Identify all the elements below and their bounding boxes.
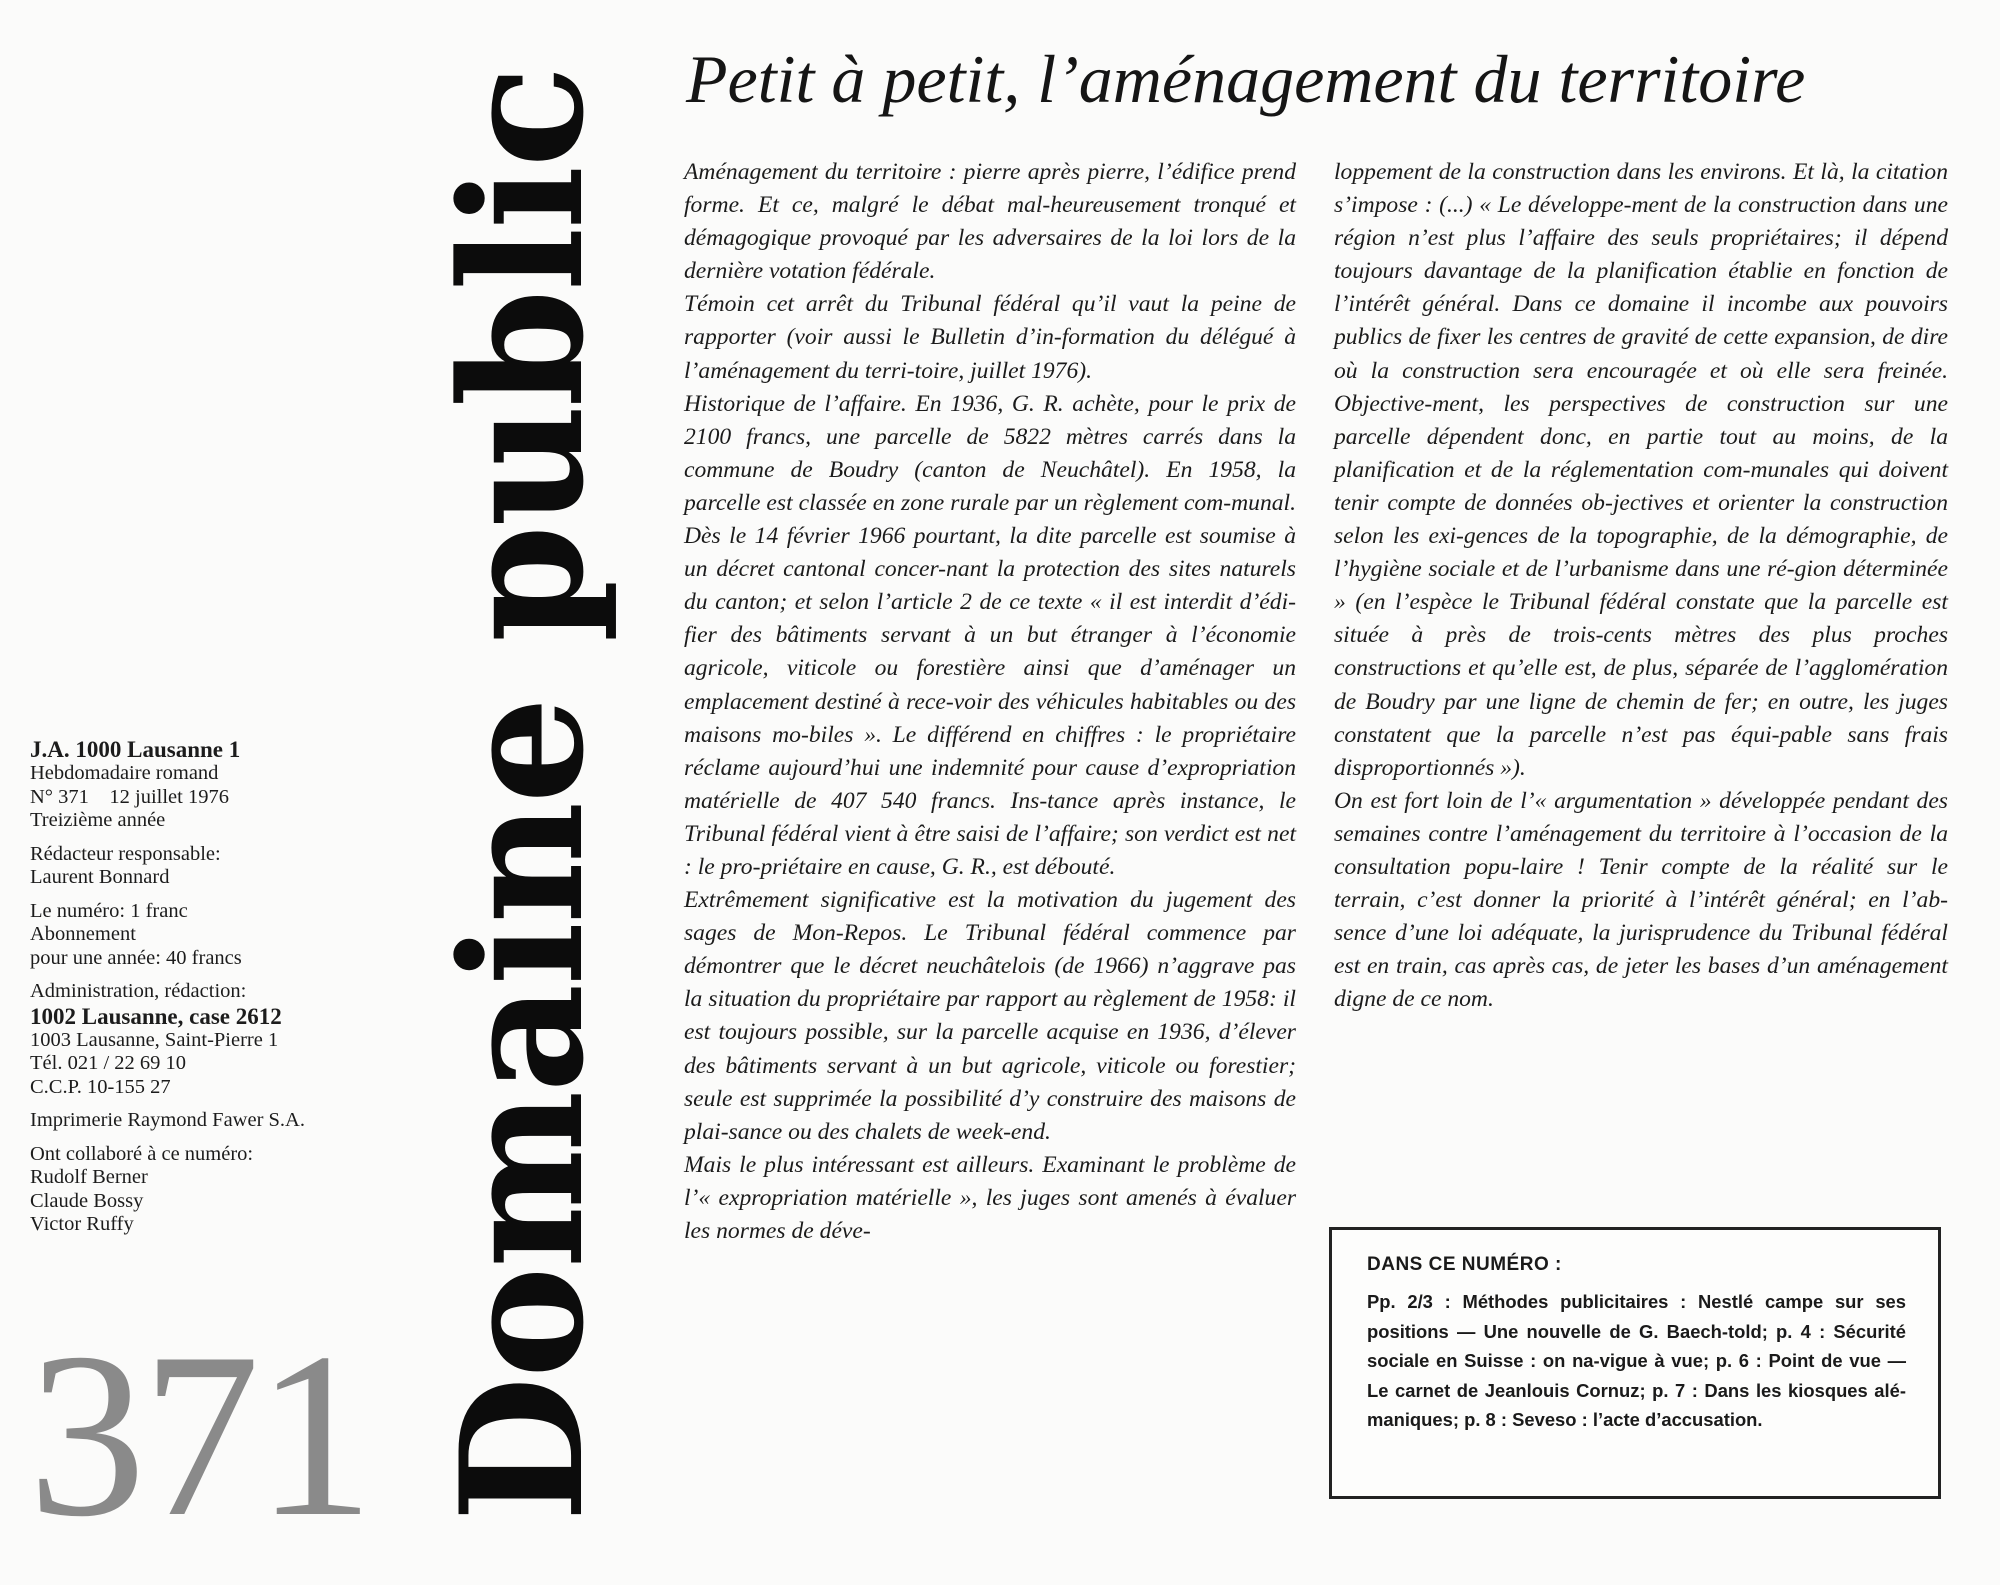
- editor-label: Rédacteur responsable:: [30, 842, 221, 865]
- article-paragraph: Mais le plus intéressant est ailleurs. Examinant le problème de l’« expropriation matérielle », les juges sont amenés à évaluer les normes de déve-: [684, 1151, 1296, 1244]
- contents-title: DANS CE NUMÉRO :: [1367, 1254, 1562, 1275]
- publication-type: Hebdomadaire romand: [30, 762, 219, 784]
- editor-name: Laurent Bonnard: [30, 866, 170, 888]
- ccp-number: C.C.P. 10-155 27: [30, 1075, 171, 1098]
- article-column-left: [684, 156, 1296, 1248]
- subscription-price: pour une année: 40 francs: [30, 946, 242, 969]
- contents-body: Pp. 2/3 : Méthodes publicitaires : Nestlé campe sur ses positions — Une nouvelle de G. Baech-told; p. 4 : Sécurité sociale en Suisse : on na-vigue à vue; p. 6 : Point de vue — Le carnet de Jeanlouis Cornuz; p. 7 : Dans les kiosques alé-maniques; p. 8 : Seveso : l’acte d’accusation.: [1367, 1291, 1906, 1430]
- article-column-right: [1334, 156, 1948, 1016]
- article-paragraph: loppement de la construction dans les environs. Et là, la citation s’impose : (...) « Le développe-ment de la construction dans une région n’est plus l’affaire des seuls propriétaires; il dépend toujours davantage de la planification établie en fonction de l’intérêt général. Dans ce domaine il incombe aux pouvoirs publics de fixer les centres de gravité de cette expansion, de dire où la construction sera encouragée et où elle sera freinée. Objective-ment, les perspectives de construction sur une parcelle dépendent donc, en partie tout au moins, de la planification et de la réglementation com-munales qui doivent tenir compte de données ob-jectives et orienter la construction selon les exi-gences de la topographie, de la démographie, de l’hygiène sociale et de l’urbanisme dans une ré-gion déterminée » (en l’espèce le Tribunal fédéral constate que la parcelle est située à près de trois-cents mètres des plus proches constructions et qu’elle est, de plus, séparée de l’agglomération de Boudry par une ligne de chemin de fer; en outre, les juges constatent que la parcelle n’est pas équi-pable sans frais disproportionnés »).: [1334, 159, 1948, 781]
- issue-number: 371: [28, 1305, 370, 1566]
- admin-address: 1002 Lausanne, case 2612: [30, 1003, 282, 1029]
- masthead-title: Domaine public: [423, 67, 621, 1522]
- article-paragraph: Témoin cet arrêt du Tribunal fédéral qu’il vaut la peine de rapporter (voir aussi le Bulletin d’in-formation du délégué à l’aménagement du terri-toire, juillet 1976).: [684, 291, 1296, 384]
- year-line: Treizième année: [30, 809, 166, 831]
- contributors-label: Ont collaboré à ce numéro:: [30, 1142, 254, 1165]
- article-paragraph: Extrêmement significative est la motivation du jugement des sages de Mon-Repos. Le Tribunal fédéral commence par démontrer que le décret neuchâtelois (de 1966) n’aggrave pas la situation du propriétaire par rapport au règlement de 1958: il est toujours possible, sur la parcelle acquise en 1936, d’élever des bâtiments servant à un but agricole, viticole ou forestier; seule est supprimée la possibilité d’y construire des maisons de plai-sance ou des chalets de week-end.: [684, 887, 1296, 1145]
- subscription-label: Abonnement: [30, 923, 136, 945]
- headline: Petit à petit, l’aménagement du territoire: [686, 41, 1806, 117]
- issue-date-line: N° 371 12 juillet 1976: [30, 785, 229, 808]
- ja-line: J.A. 1000 Lausanne 1: [30, 737, 241, 762]
- street-address: 1003 Lausanne, Saint-Pierre 1: [30, 1028, 279, 1051]
- contents-box: [1329, 1227, 1941, 1499]
- article-paragraph: Historique de l’affaire. En 1936, G. R. achète, pour le prix de 2100 francs, une parcelle de 5822 mètres carrés dans la commune de Boudry (canton de Neuchâtel). En 1958, la parcelle est classée en zone rurale par un règlement com-munal. Dès le 14 février 1966 pourtant, la dite parcelle est soumise à un décret cantonal concer-nant la protection des sites naturels du canton; et selon l’article 2 de ce texte « il est interdit d’édi-fier des bâtiments servant à un but étranger à l’économie agricole, viticole ou forestière ainsi que d’aménager un emplacement destiné à rece-voir des véhicules habitables ou des maisons mo-biles ». Le différend en chiffres : le propriétaire réclame aujourd’hui une indemnité pour cause d’expropriation matérielle de 407 540 francs. Ins-tance après instance, le Tribunal fédéral vient à être saisi de l’affaire; son verdict est net : le pro-priétaire en cause, G. R., est débouté.: [684, 390, 1296, 880]
- article-paragraph: Aménagement du territoire : pierre après pierre, l’édifice prend forme. Et ce, malgré le débat mal-heureusement tronqué et démagogique provoqué par les adversaires de la loi lors de la dernière votation fédérale.: [684, 159, 1296, 285]
- printer-line: Imprimerie Raymond Fawer S.A.: [30, 1109, 305, 1131]
- imprint-block: [30, 737, 420, 1237]
- admin-label: Administration, rédaction:: [30, 980, 247, 1002]
- article-paragraph: On est fort loin de l’« argumentation » développée pendant des semaines contre l’aménagement du territoire à l’occasion de la consultation popu-laire ! Tenir compte de la réalité sur le terrain, c’est donner la priorité à l’intérêt général; en l’ab-sence d’une loi adéquate, la jurisprudence du Tribunal fédéral est en train, cas après cas, de jeter les bases d’un aménagement digne de ce nom.: [1334, 787, 1948, 1013]
- contributor: Victor Ruffy: [30, 1213, 134, 1235]
- contributor: Rudolf Berner: [30, 1166, 148, 1188]
- contributor: Claude Bossy: [30, 1189, 144, 1212]
- price-line: Le numéro: 1 franc: [30, 899, 188, 922]
- phone-number: Tél. 021 / 22 69 10: [30, 1052, 187, 1074]
